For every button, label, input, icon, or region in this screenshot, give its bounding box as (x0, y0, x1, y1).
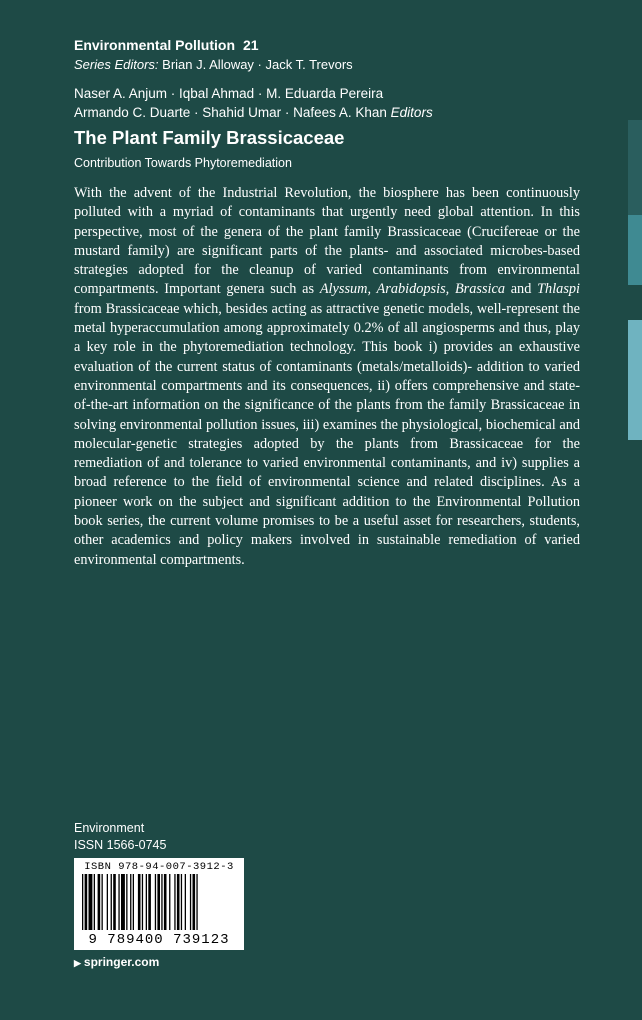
barcode-bar (177, 874, 180, 930)
barcode-bar (133, 874, 134, 930)
spine-edge-band (628, 120, 642, 215)
barcode-bar (89, 874, 93, 930)
issn: ISSN 1566-0745 (74, 838, 167, 852)
description-part-1: With the advent of the Industrial Revolution, the biosphere has been continuously polluted with a myriad of contaminants that urgently need global attention. In this perspective, most of the genera of the plant family Brassicaceae (Crucifereae or the mustard family) are significant parts of the plants- and associated microbes-based strategies adopted for the cleanup of varied contaminants from environmental compartments. Important genera such as (74, 185, 580, 298)
barcode-bar (82, 874, 83, 930)
series-name: Environmental Pollution (74, 37, 236, 53)
barcode-bar (113, 874, 116, 930)
barcode-bar (174, 874, 175, 930)
barcode-bar (190, 874, 191, 930)
barcode-bar (130, 874, 131, 930)
spine-edge-band (628, 285, 642, 320)
barcode-bar (102, 874, 103, 930)
editors-role: Editors (390, 105, 433, 120)
book-title: The Plant Family Brassicaceae (74, 127, 345, 148)
series-number: 21 (243, 37, 259, 53)
barcode-bar (121, 874, 125, 930)
barcode-bar (181, 874, 182, 930)
barcode-bar (164, 874, 167, 930)
isbn-text: ISBN 978-94-007-3912-3 (84, 861, 234, 873)
barcode-bar (126, 874, 127, 930)
barcode-bar (107, 874, 108, 930)
editors-line-1: Naser A. Anjum · Iqbal Ahmad · M. Eduarda Pereira (74, 86, 384, 101)
barcode-bar (98, 874, 101, 930)
series-editors-names: Brian J. Alloway · Jack T. Trevors (162, 57, 353, 72)
book-subtitle: Contribution Towards Phytoremediation (74, 156, 292, 170)
barcode-bar (85, 874, 88, 930)
barcode-bar (118, 874, 119, 930)
barcode-bar (138, 874, 141, 930)
editors-line-2 (74, 103, 594, 122)
publisher-link[interactable] (74, 955, 159, 969)
barcode-bar (157, 874, 160, 930)
series-title (74, 36, 594, 54)
barcode-bar (94, 874, 95, 930)
barcode-digits: 9 789400 739123 (88, 932, 230, 948)
publisher-link-text: springer.com (83, 955, 160, 969)
isbn-barcode (74, 858, 244, 950)
barcode-bar (146, 874, 147, 930)
barcode-bar (185, 874, 186, 930)
barcode-bar (161, 874, 162, 930)
volume-editors (74, 84, 594, 122)
barcode-bar (111, 874, 112, 930)
cover-footer (74, 820, 374, 854)
spine-edge-band (628, 215, 642, 285)
series-editors-label: Series Editors: (74, 57, 159, 72)
spine-edge-band (628, 320, 642, 440)
barcode-bars (82, 874, 236, 930)
barcode-bar (142, 874, 143, 930)
arrow-right-icon: ▶ (74, 958, 81, 968)
genus-thlaspi: Thlaspi (537, 281, 580, 298)
subject-category: Environment (74, 821, 145, 835)
barcode-bar (193, 874, 196, 930)
description-part-2: from Brassicaceae which, besides acting as attractive genetic models, well-represent the metal hyperaccumulation among approximately 0.2% of all angiosperms and thus, play a key role in the phytoremediation technology. This book i) provides an exhaustive evaluation of the current status of contaminants (metals/metalloids)- addition to varied environmental compartments and its consequences, ii) offers comprehensive and state-of-the-art information on the significance of the plants from the family Brassicaceae in solving environmental pollution issues, iii) examines the physiological, biochemical and molecular-genetic strategies adopted by the plants from Brassicaceae for the remediation of and tolerance to varied environmental contaminants, and iv) supplies a broad reference to the field of environmental science and related disciplines. As a pioneer work on the subject and significant addition to the Environmental Pollution book series, the current volume promises to be a useful asset for researchers, students, other academics and policy makers involved in sustainable remediation of varied environmental compartments. (74, 300, 580, 568)
genus-list: Alyssum, Arabidopsis, Brassica (319, 281, 505, 298)
barcode-bar (196, 874, 197, 930)
cover-header (74, 36, 594, 172)
book-description (74, 184, 580, 570)
description-conjunction: and (504, 281, 538, 298)
barcode-bar (155, 874, 156, 930)
barcode-bar (148, 874, 151, 930)
barcode-bar (169, 874, 170, 930)
editors-line-2-names: Armando C. Duarte · Shahid Umar · Nafees A. Khan (74, 105, 387, 120)
series-editors (74, 56, 594, 74)
